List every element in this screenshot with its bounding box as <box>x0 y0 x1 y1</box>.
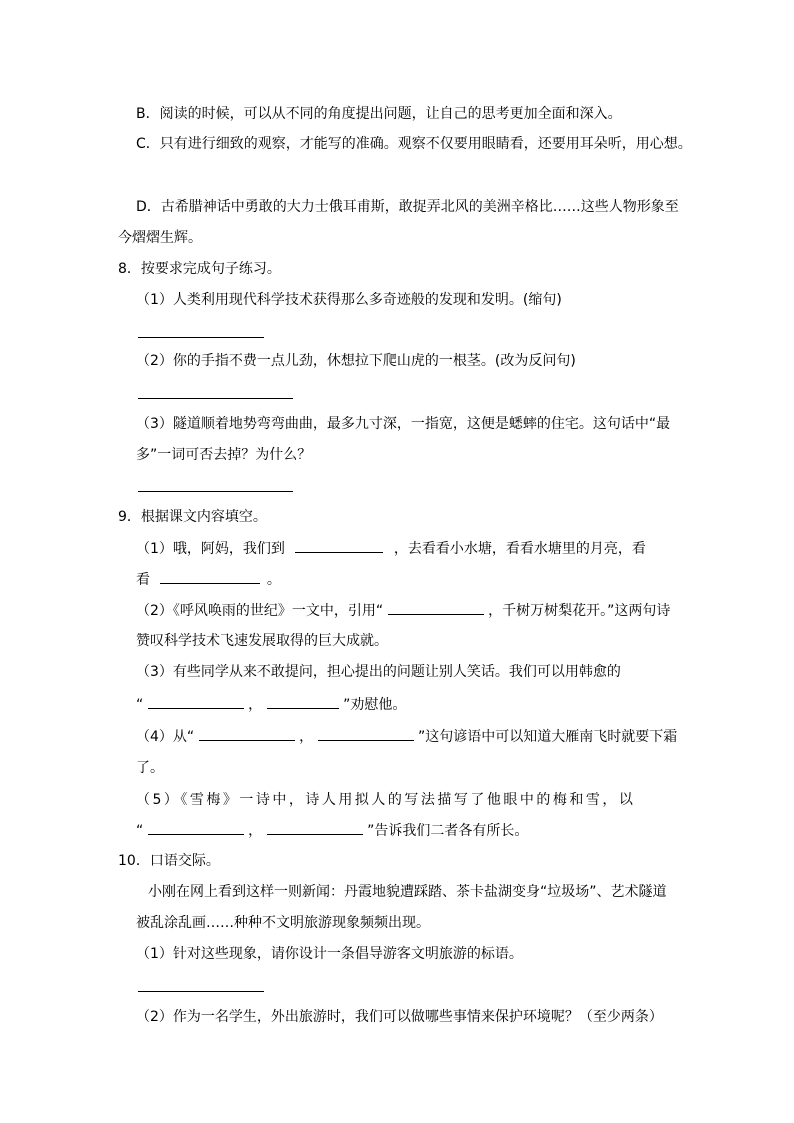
q9-item4-line1 <box>136 726 677 747</box>
q9-item4-blank-1[interactable] <box>199 726 295 741</box>
q9-item3-text-a: “ <box>136 697 144 713</box>
q8-answer-line-2[interactable] <box>138 398 293 399</box>
q10-item2: （2）作为一名学生，外出旅游时，我们可以做哪些事情来保护环境呢？（至少两条） <box>136 1009 663 1025</box>
q9-item3-blank-1[interactable] <box>148 694 244 709</box>
q10-answer-line-1[interactable] <box>138 991 264 992</box>
q7-option-d-line1: D．古希腊神话中勇敢的大力士俄耳甫斯，敢捉弄北风的美洲辛格比……这些人物形象至 <box>136 199 679 215</box>
q9-item3-text-b: ， <box>248 697 263 713</box>
q8-item1: （1）人类利用现代科学技术获得那么多奇迹般的发现和发明。(缩句) <box>136 292 562 308</box>
q8-item3-line1: （3）隧道顺着地势弯弯曲曲，最多九寸深，一指宽，这便是蟋蟀的住宅。这句话中“最 <box>136 416 671 432</box>
q9-item2-text-b: ，千树万树梨花开。”这两句诗 <box>488 603 671 619</box>
q9-item4-text-b: ， <box>299 729 314 745</box>
q9-item5-line1: （5）《雪梅》一诗中，诗人用拟人的写法描写了他眼中的梅和雪，以 <box>136 792 636 808</box>
q9-item1-text-b: ，去看看小水塘，看看水塘里的月亮，看 <box>393 541 646 557</box>
q9-item2-line2: 赞叹科学技术飞速发展取得的巨大成就。 <box>136 633 388 649</box>
q9-item5-line2 <box>136 820 528 841</box>
q9-item5-blank-1[interactable] <box>148 820 244 835</box>
q9-item5-blank-2[interactable] <box>267 820 363 835</box>
q8-answer-line-3[interactable] <box>138 491 293 492</box>
q8-answer-line-1[interactable] <box>138 337 264 338</box>
q9-item2-text-a: （2）《呼风唤雨的世纪》一文中，引用“ <box>136 603 384 619</box>
q9-item5-text-c: ”告诉我们二者各有所长。 <box>367 823 529 839</box>
q10-passage-line1: 小刚在网上看到这样一则新闻：丹霞地貌遭踩踏、茶卡盐湖变身“垃圾场”、艺术隧道 <box>148 884 667 900</box>
q9-item1-line2 <box>136 569 281 590</box>
q9-item1-text-d: 。 <box>266 572 281 588</box>
q10-title: 10．口语交际。 <box>118 853 220 869</box>
q9-item3-blank-2[interactable] <box>267 694 339 709</box>
q9-item3-text-c: ”劝慰他。 <box>343 697 407 713</box>
q9-item3-line1: （3）有些同学从来不敢提问，担心提出的问题让别人笑话。我们可以用韩愈的 <box>136 664 621 680</box>
q9-item1-blank-2[interactable] <box>160 569 260 584</box>
q9-item4-blank-2[interactable] <box>318 726 414 741</box>
q9-item4-line2: 了。 <box>136 760 164 776</box>
q8-item2: （2）你的手指不费一点儿劲，休想拉下爬山虎的一根茎。(改为反问句) <box>136 353 576 369</box>
q7-option-b: B．阅读的时候，可以从不同的角度提出问题，让自己的思考更加全面和深入。 <box>136 106 622 122</box>
q9-item4-text-a: （4）从“ <box>136 729 195 745</box>
q9-title: 9．根据课文内容填空。 <box>118 509 267 525</box>
q7-option-c: C．只有进行细致的观察，才能写的准确。观察不仅要用眼睛看，还要用耳朵听，用心想。 <box>136 136 692 152</box>
q9-item1-blank-1[interactable] <box>295 538 383 553</box>
q9-item2-blank-1[interactable] <box>388 600 484 615</box>
q10-passage-line2: 被乱涂乱画……种种不文明旅游现象频频出现。 <box>136 915 430 931</box>
q10-item1: （1）针对这些现象，请你设计一条倡导游客文明旅游的标语。 <box>136 946 523 962</box>
q9-item5-text-a: “ <box>136 823 144 839</box>
q9-item4-text-c: ”这句谚语中可以知道大雁南飞时就要下霜 <box>417 729 678 745</box>
q9-item3-line2 <box>136 694 406 715</box>
q9-item1-line1 <box>136 538 646 559</box>
q8-item3-line2: 多”一词可否去掉？为什么？ <box>136 447 312 463</box>
q9-item2-line1 <box>136 600 670 621</box>
q9-item1-text-a: （1）哦，阿妈，我们到 <box>136 541 285 557</box>
q8-title: 8．按要求完成句子练习。 <box>118 261 281 277</box>
q9-item5-text-b: ， <box>248 823 263 839</box>
q7-option-d-line2: 今熠熠生辉。 <box>118 230 202 246</box>
q9-item1-text-c: 看 <box>136 572 150 588</box>
